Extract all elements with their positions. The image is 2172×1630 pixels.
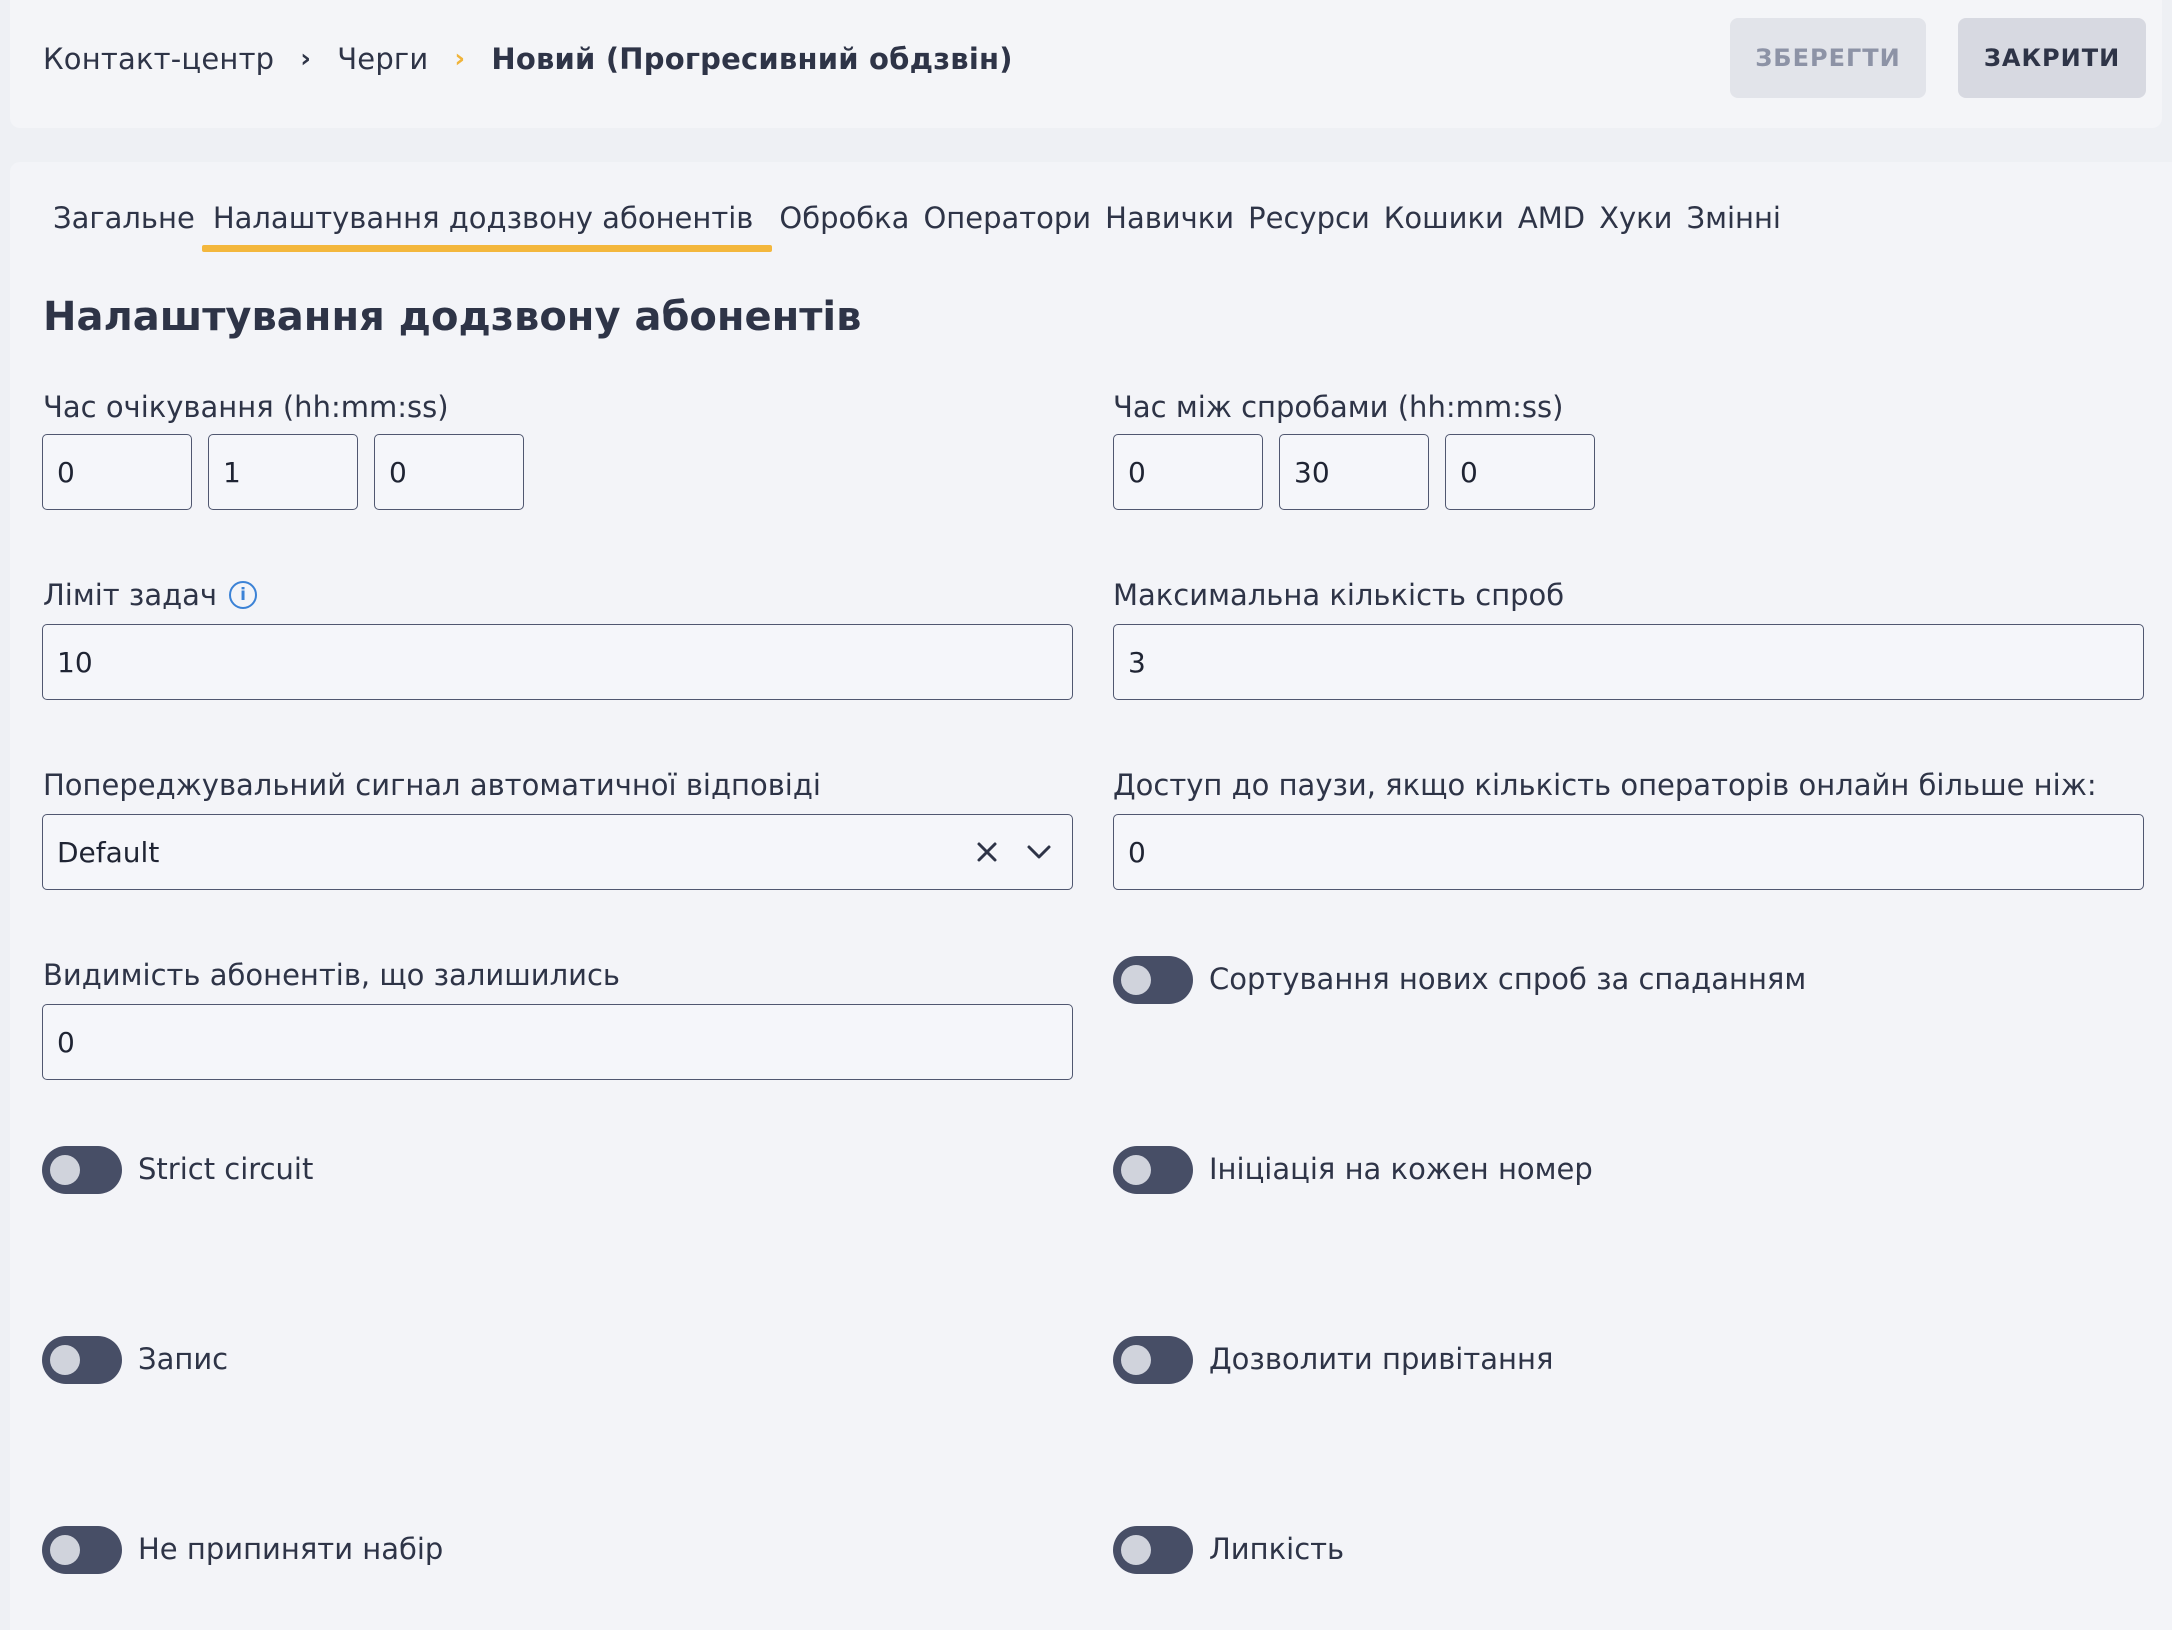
recording-toggle[interactable] — [42, 1336, 122, 1384]
amd-warning-signal-value: Default — [57, 835, 160, 869]
retry-interval-hours-input[interactable]: 0 — [1113, 434, 1263, 510]
wait-time-minutes-input[interactable]: 1 — [208, 434, 358, 510]
stickiness-label: Липкість — [1209, 1532, 1345, 1566]
select-controls — [948, 815, 1052, 889]
retry-interval-seconds-input[interactable]: 0 — [1445, 434, 1595, 510]
breadcrumb-current: Новий (Прогресивний обдзвін) — [491, 42, 1013, 76]
recording-label: Запис — [138, 1342, 229, 1376]
settings-panel — [10, 162, 2172, 1630]
max-attempts-input[interactable]: 3 — [1113, 624, 2144, 700]
strict-circuit-label: Strict circuit — [138, 1152, 314, 1186]
initiation-each-toggle[interactable] — [1113, 1146, 1193, 1194]
page-header — [10, 0, 2162, 128]
strict-circuit-toggle[interactable] — [42, 1146, 122, 1194]
toggle-knob — [1121, 965, 1151, 995]
retry-interval-label: Час між спробами (hh:mm:ss) — [1113, 390, 1564, 424]
allow-greeting-label: Дозволити привітання — [1209, 1342, 1554, 1376]
clear-icon[interactable] — [976, 841, 998, 863]
toggle-knob — [50, 1155, 80, 1185]
pause-access-label: Доступ до паузи, якщо кількість операторів онлайн більше ніж: — [1113, 768, 2097, 802]
tab-general[interactable]: Загальне — [53, 201, 195, 235]
tab-resources[interactable]: Ресурси — [1248, 201, 1370, 235]
toggle-knob — [1121, 1345, 1151, 1375]
close-button[interactable]: ЗАКРИТИ — [1958, 18, 2146, 98]
max-attempts-label: Максимальна кількість спроб — [1113, 578, 1565, 612]
breadcrumb — [43, 0, 1013, 118]
initiation-each-label: Ініціація на кожен номер — [1209, 1152, 1593, 1186]
breadcrumb-contact-center[interactable]: Контакт-центр — [43, 42, 275, 76]
wait-time-seconds-input[interactable]: 0 — [374, 434, 524, 510]
tab-skills[interactable]: Навички — [1105, 201, 1235, 235]
tab-amd[interactable]: AMD — [1517, 201, 1586, 235]
remaining-visibility-input[interactable]: 0 — [42, 1004, 1073, 1080]
tab-processing[interactable]: Обробка — [779, 201, 910, 235]
amd-warning-signal-select[interactable] — [42, 814, 1073, 890]
task-limit-input[interactable]: 10 — [42, 624, 1073, 700]
toggle-knob — [1121, 1155, 1151, 1185]
amd-warning-signal-label: Попереджувальний сигнал автоматичної відповіді — [43, 768, 821, 802]
tab-bar — [46, 198, 1788, 254]
section-title: Налаштування додзвону абонентів — [43, 294, 862, 340]
breadcrumb-chevron-icon: › — [300, 44, 312, 74]
dont-stop-dialing-toggle[interactable] — [42, 1526, 122, 1574]
chevron-down-icon[interactable] — [1026, 844, 1052, 860]
sort-desc-toggle[interactable] — [1113, 956, 1193, 1004]
wait-time-hours-input[interactable]: 0 — [42, 434, 192, 510]
task-limit-label — [43, 578, 257, 612]
remaining-visibility-label: Видимість абонентів, що залишились — [43, 958, 621, 992]
toggle-knob — [1121, 1535, 1151, 1565]
pause-access-input[interactable]: 0 — [1113, 814, 2144, 890]
toggle-knob — [50, 1345, 80, 1375]
retry-interval-minutes-input[interactable]: 30 — [1279, 434, 1429, 510]
toggle-knob — [50, 1535, 80, 1565]
tab-dialing-settings[interactable]: Налаштування додзвону абонентів — [206, 198, 761, 254]
tab-hooks[interactable]: Хуки — [1599, 201, 1673, 235]
allow-greeting-toggle[interactable] — [1113, 1336, 1193, 1384]
breadcrumb-chevron-icon: › — [454, 44, 466, 74]
stickiness-toggle[interactable] — [1113, 1526, 1193, 1574]
wait-time-label: Час очікування (hh:mm:ss) — [43, 390, 449, 424]
tab-baskets[interactable]: Кошики — [1383, 201, 1504, 235]
task-limit-label-text: Ліміт задач — [43, 578, 218, 612]
save-button[interactable]: ЗБЕРЕГТИ — [1730, 18, 1926, 98]
info-icon[interactable]: i — [229, 581, 257, 609]
sort-desc-label: Сортування нових спроб за спаданням — [1209, 962, 1807, 996]
tab-variables[interactable]: Змінні — [1686, 201, 1781, 235]
tab-operators[interactable]: Оператори — [923, 201, 1092, 235]
dont-stop-dialing-label: Не припиняти набір — [138, 1532, 444, 1566]
breadcrumb-queues[interactable]: Черги — [337, 42, 429, 76]
